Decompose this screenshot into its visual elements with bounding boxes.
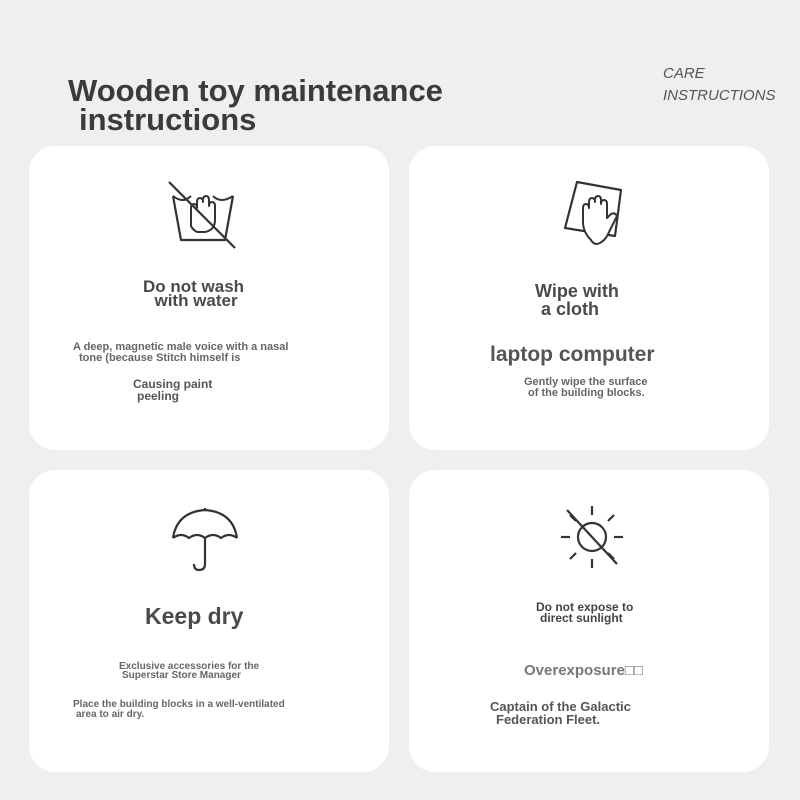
no-sunlight-subheading: Overexposure□□ [524, 662, 644, 679]
keep-dry-note [73, 700, 285, 720]
no-sunlight-heading-line1: Do not expose to [536, 600, 634, 614]
umbrella-icon [169, 504, 241, 574]
wipe-desc-line1: Gently wipe the surface [524, 376, 648, 388]
no-wash-description [73, 342, 288, 364]
keep-dry-note-line2: area to air dry. [76, 709, 145, 720]
keep-dry-description [119, 662, 259, 680]
keep-dry-desc-line2: Superstar Store Manager [122, 670, 241, 681]
no-wash-note-line1: Causing paint [133, 377, 213, 391]
card-no-wash [29, 146, 389, 450]
keep-dry-desc-line1: Exclusive accessories for the [119, 661, 260, 672]
card-wipe-cloth [409, 146, 769, 450]
wipe-heading-line1: Wipe with [535, 281, 619, 301]
no-sunlight-icon [557, 504, 627, 570]
no-wash-desc-line2: tone (because Stitch himself is [79, 352, 241, 364]
no-wash-desc-line1: A deep, magnetic male voice with a nasal [73, 341, 289, 353]
no-wash-heading [143, 277, 245, 310]
wipe-heading-line2: a cloth [541, 299, 600, 319]
wipe-description [524, 377, 647, 399]
no-wash-heading-line1: Do not wash [143, 277, 245, 296]
card-no-sunlight [409, 470, 769, 772]
care-instructions-label [663, 63, 776, 107]
care-label-line2: INSTRUCTIONS [663, 87, 776, 104]
care-label-line1: CARE [663, 65, 705, 82]
no-sunlight-heading-line2: direct sunlight [540, 611, 623, 625]
keep-dry-heading: Keep dry [145, 603, 244, 629]
card-keep-dry [29, 470, 389, 772]
no-wash-heading-line2: with water [154, 291, 238, 310]
wipe-heading [535, 282, 619, 318]
keep-dry-note-line1: Place the building blocks in a well-ventilated [73, 699, 285, 710]
no-sunlight-heading [536, 602, 633, 624]
no-sunlight-desc-line2: Federation Fleet. [496, 712, 601, 727]
no-wash-note-line2: peeling [137, 389, 180, 403]
no-sunlight-desc-line1: Captain of the Galactic [490, 699, 631, 714]
wipe-subheading: laptop computer [490, 343, 655, 366]
wipe-cloth-icon [561, 178, 631, 248]
wipe-desc-line2: of the building blocks. [528, 387, 645, 399]
no-wash-note [133, 378, 212, 402]
no-sunlight-description [490, 700, 631, 726]
page-title-line2: instructions [79, 102, 257, 137]
page-title [68, 73, 443, 137]
no-wash-icon [167, 180, 237, 250]
page-title-line1: Wooden toy maintenance [68, 73, 443, 108]
